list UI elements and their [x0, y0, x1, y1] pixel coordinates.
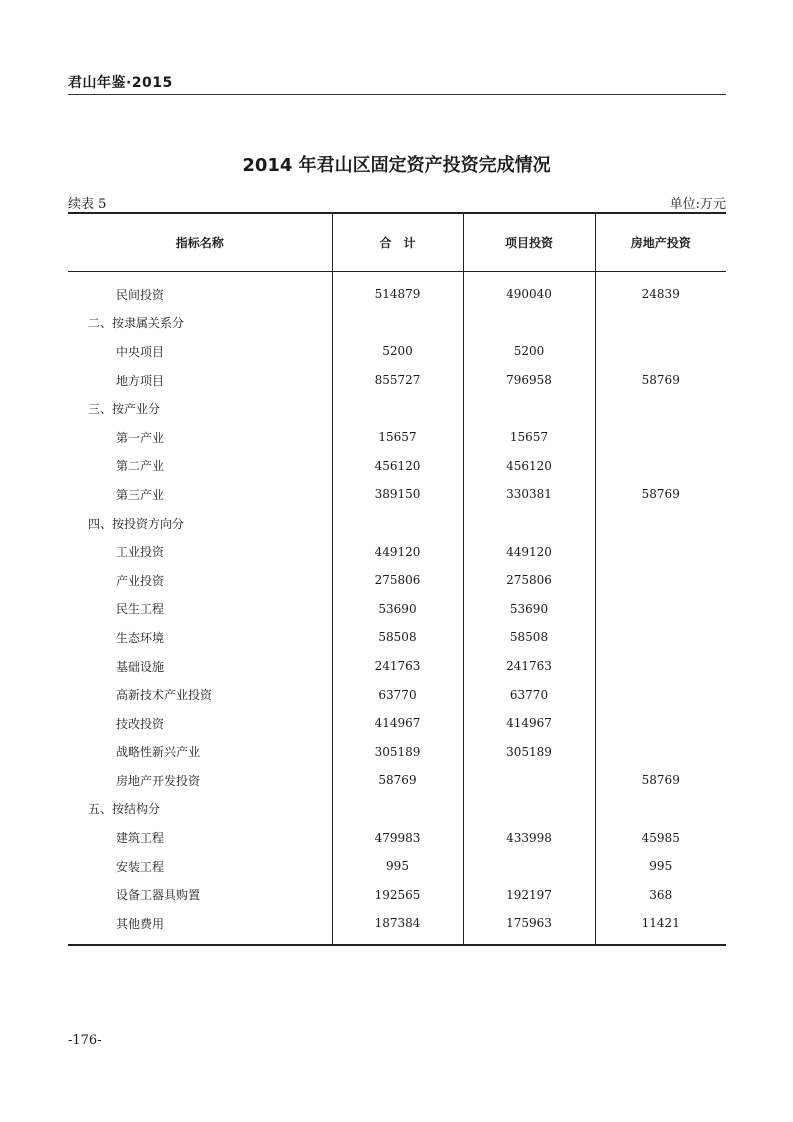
- realestate-cell: [595, 595, 726, 624]
- category-label: 四、按投资方向分: [88, 516, 185, 531]
- indicator-label: 第二产业: [116, 459, 165, 474]
- table-header: [68, 214, 726, 272]
- realestate-cell: [595, 680, 726, 709]
- realestate-cell: [595, 566, 726, 595]
- table-row: [68, 337, 726, 366]
- realestate-cell: 45985: [595, 823, 726, 852]
- indicator-label: 高新技术产业投资: [116, 688, 213, 703]
- realestate-cell: [595, 509, 726, 538]
- table-row: [68, 595, 726, 624]
- project-cell: 63770: [463, 680, 595, 709]
- table-row: [68, 823, 726, 852]
- realestate-cell: [595, 337, 726, 366]
- table-row: [68, 652, 726, 681]
- table-row: [68, 795, 726, 824]
- indicator-label: 地方项目: [116, 373, 165, 388]
- column-header-project: 项目投资: [463, 214, 595, 272]
- table-row: [68, 366, 726, 395]
- indicator-label: 基础设施: [116, 659, 165, 674]
- total-cell: 187384: [332, 909, 463, 944]
- table-row: [68, 480, 726, 509]
- total-cell: [332, 795, 463, 824]
- project-cell: [463, 766, 595, 795]
- indicator-label: 工业投资: [116, 545, 165, 560]
- category-label: 三、按产业分: [88, 402, 161, 417]
- project-cell: [463, 795, 595, 824]
- table-row: [68, 309, 726, 338]
- indicator-label: 设备工器具购置: [116, 888, 201, 903]
- column-header-indicator: 指标名称: [68, 214, 332, 272]
- total-cell: 15657: [332, 423, 463, 452]
- indicator-label: 第三产业: [116, 487, 165, 502]
- indicator-label: 第一产业: [116, 430, 165, 445]
- indicator-label: 中央项目: [116, 344, 165, 359]
- total-cell: 456120: [332, 452, 463, 481]
- realestate-cell: 368: [595, 880, 726, 909]
- table-row: [68, 880, 726, 909]
- indicator-label: 生态环境: [116, 630, 165, 645]
- realestate-cell: 24839: [595, 272, 726, 309]
- project-cell: [463, 309, 595, 338]
- table-row: [68, 452, 726, 481]
- table-row: [68, 537, 726, 566]
- indicator-label: 产业投资: [116, 573, 165, 588]
- table-row: [68, 509, 726, 538]
- indicator-label: 其他费用: [116, 916, 165, 931]
- project-cell: 5200: [463, 337, 595, 366]
- table-row: [68, 766, 726, 795]
- total-cell: 58769: [332, 766, 463, 795]
- project-cell: 58508: [463, 623, 595, 652]
- total-cell: 479983: [332, 823, 463, 852]
- realestate-cell: [595, 623, 726, 652]
- indicator-label: 安装工程: [116, 859, 165, 874]
- indicator-label: 民生工程: [116, 602, 165, 617]
- indicator-label: 技改投资: [116, 716, 165, 731]
- total-cell: 995: [332, 852, 463, 881]
- total-cell: [332, 309, 463, 338]
- table-row: [68, 566, 726, 595]
- running-header: 君山年鉴·2015: [68, 75, 173, 91]
- table-continuation-label: 续表 5: [68, 197, 107, 212]
- table-row: [68, 623, 726, 652]
- unit-label: 单位:万元: [669, 197, 726, 212]
- realestate-cell: 11421: [595, 909, 726, 944]
- total-cell: [332, 509, 463, 538]
- total-cell: 514879: [332, 272, 463, 309]
- project-cell: 414967: [463, 709, 595, 738]
- project-cell: 175963: [463, 909, 595, 944]
- project-cell: 449120: [463, 537, 595, 566]
- realestate-cell: [595, 452, 726, 481]
- indicator-label: 建筑工程: [116, 831, 165, 846]
- realestate-cell: [595, 309, 726, 338]
- total-cell: 53690: [332, 595, 463, 624]
- table-row: [68, 909, 726, 944]
- total-cell: 449120: [332, 537, 463, 566]
- page-title: 2014 年君山区固定资产投资完成情况: [242, 155, 551, 176]
- realestate-cell: 58769: [595, 480, 726, 509]
- realestate-cell: [595, 652, 726, 681]
- realestate-cell: [595, 738, 726, 767]
- realestate-cell: [595, 423, 726, 452]
- total-cell: 855727: [332, 366, 463, 395]
- category-label: 二、按隶属关系分: [88, 316, 185, 331]
- indicator-label: 战略性新兴产业: [116, 745, 201, 760]
- project-cell: 330381: [463, 480, 595, 509]
- project-cell: 433998: [463, 823, 595, 852]
- project-cell: 192197: [463, 880, 595, 909]
- column-header-realestate: 房地产投资: [595, 214, 726, 272]
- table-row: [68, 680, 726, 709]
- total-cell: 275806: [332, 566, 463, 595]
- project-cell: 456120: [463, 452, 595, 481]
- total-cell: 305189: [332, 738, 463, 767]
- data-table: [68, 214, 726, 944]
- table-row: [68, 423, 726, 452]
- realestate-cell: [595, 795, 726, 824]
- total-cell: 58508: [332, 623, 463, 652]
- project-cell: 53690: [463, 595, 595, 624]
- total-cell: 414967: [332, 709, 463, 738]
- realestate-cell: 995: [595, 852, 726, 881]
- realestate-cell: 58769: [595, 366, 726, 395]
- total-cell: [332, 394, 463, 423]
- realestate-cell: [595, 394, 726, 423]
- total-cell: 63770: [332, 680, 463, 709]
- total-cell: 241763: [332, 652, 463, 681]
- table-row: [68, 709, 726, 738]
- realestate-cell: [595, 537, 726, 566]
- table-row: [68, 738, 726, 767]
- project-cell: 241763: [463, 652, 595, 681]
- indicator-label: 房地产开发投资: [116, 773, 201, 788]
- column-header-total: 合 计: [332, 214, 463, 272]
- total-cell: 389150: [332, 480, 463, 509]
- project-cell: [463, 509, 595, 538]
- project-cell: 490040: [463, 272, 595, 309]
- investment-table: [68, 212, 726, 946]
- indicator-label: 民间投资: [116, 287, 165, 302]
- project-cell: 275806: [463, 566, 595, 595]
- table-row: [68, 852, 726, 881]
- total-cell: 5200: [332, 337, 463, 366]
- table-row: [68, 394, 726, 423]
- project-cell: [463, 852, 595, 881]
- table-row: [68, 272, 726, 309]
- realestate-cell: [595, 709, 726, 738]
- page-number: -176-: [68, 1033, 102, 1048]
- table-body: [68, 272, 726, 944]
- total-cell: 192565: [332, 880, 463, 909]
- category-label: 五、按结构分: [88, 802, 161, 817]
- realestate-cell: 58769: [595, 766, 726, 795]
- header-rule: [68, 94, 726, 95]
- project-cell: 15657: [463, 423, 595, 452]
- project-cell: 796958: [463, 366, 595, 395]
- project-cell: [463, 394, 595, 423]
- project-cell: 305189: [463, 738, 595, 767]
